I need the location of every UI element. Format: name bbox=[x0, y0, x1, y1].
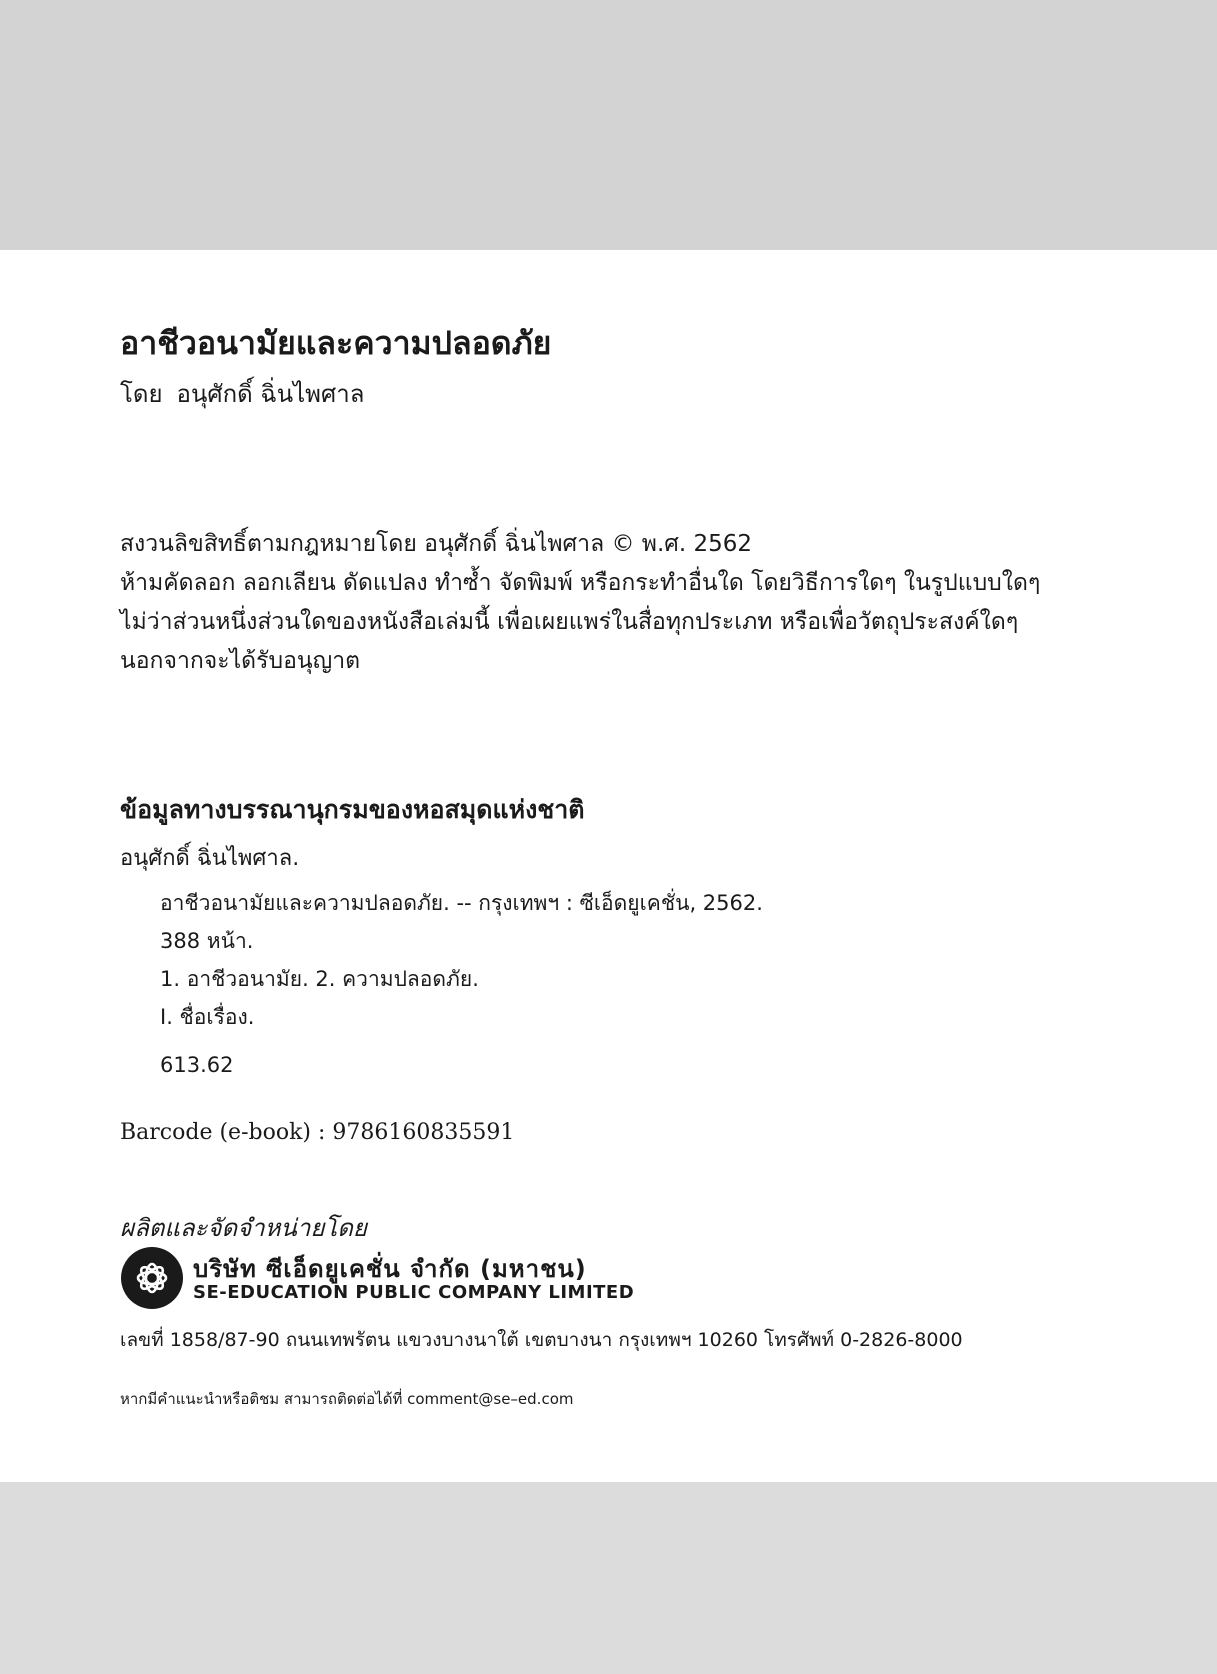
catalog-heading: ข้อมูลทางบรรณานุกรมของหอสมุดแห่งชาติ bbox=[120, 795, 585, 824]
catalog-subjects: 1. อาชีวอนามัย. 2. ความปลอดภัย. bbox=[160, 967, 479, 991]
catalog-details bbox=[160, 884, 763, 1084]
se-ed-logo-icon bbox=[121, 1247, 183, 1309]
barcode-text: Barcode (e-book) : 9786160835591 bbox=[120, 1120, 515, 1145]
catalog-publication: อาชีวอนามัยและความปลอดภัย. -- กรุงเทพฯ : ซีเอ็ดยูเคชั่น, 2562. bbox=[160, 891, 763, 915]
copyright-page bbox=[0, 250, 1217, 1482]
produced-by-label: ผลิตและจัดจำหน่ายโดย bbox=[120, 1214, 367, 1242]
copyright-line: นอกจากจะได้รับอนุญาต bbox=[120, 648, 361, 674]
bottom-margin-band bbox=[0, 1482, 1217, 1674]
catalog-classification: 613.62 bbox=[160, 1053, 234, 1077]
catalog-author: อนุศักดิ์ ฉิ่นไพศาล. bbox=[120, 846, 300, 871]
copyright-line: ไม่ว่าส่วนหนึ่งส่วนใดของหนังสือเล่มนี้ เพื่อเผยแพร่ในสื่อทุกประเภท หรือเพื่อวัตถุประสงค์ใดๆ bbox=[120, 609, 1019, 635]
copyright-line: ห้ามคัดลอก ลอกเลียน ดัดแปลง ทำซ้ำ จัดพิมพ์ หรือกระทำอื่นใด โดยวิธีการใดๆ ในรูปแบบใดๆ bbox=[120, 570, 1041, 596]
publisher-address: เลขที่ 1858/87-90 ถนนเทพรัตน แขวงบางนาใต้ เขตบางนา กรุงเทพฯ 10260 โทรศัพท์ 0-2826-8000 bbox=[120, 1329, 963, 1351]
top-margin-band bbox=[0, 0, 1217, 250]
feedback-contact: หากมีคำแนะนำหรือติชม สามารถติดต่อได้ที่ comment@se–ed.com bbox=[120, 1390, 574, 1408]
copyright-line: สงวนลิขสิทธิ์ตามกฎหมายโดย อนุศักดิ์ ฉิ่นไพศาล © พ.ศ. 2562 bbox=[120, 531, 753, 557]
publisher-name-en: SE-EDUCATION PUBLIC COMPANY LIMITED bbox=[193, 1282, 635, 1303]
catalog-title-entry: I. ชื่อเรื่อง. bbox=[160, 1005, 255, 1029]
author-name: อนุศักดิ์ ฉิ่นไพศาล bbox=[176, 380, 365, 408]
copyright-notice bbox=[120, 525, 1120, 681]
catalog-pages: 388 หน้า. bbox=[160, 929, 254, 953]
publisher-name-th: บริษัท ซีเอ็ดยูเคชั่น จำกัด (มหาชน) bbox=[193, 1255, 587, 1283]
by-label: โดย bbox=[120, 380, 163, 408]
book-title: อาชีวอนามัยและความปลอดภัย bbox=[120, 324, 552, 362]
byline bbox=[120, 374, 364, 413]
